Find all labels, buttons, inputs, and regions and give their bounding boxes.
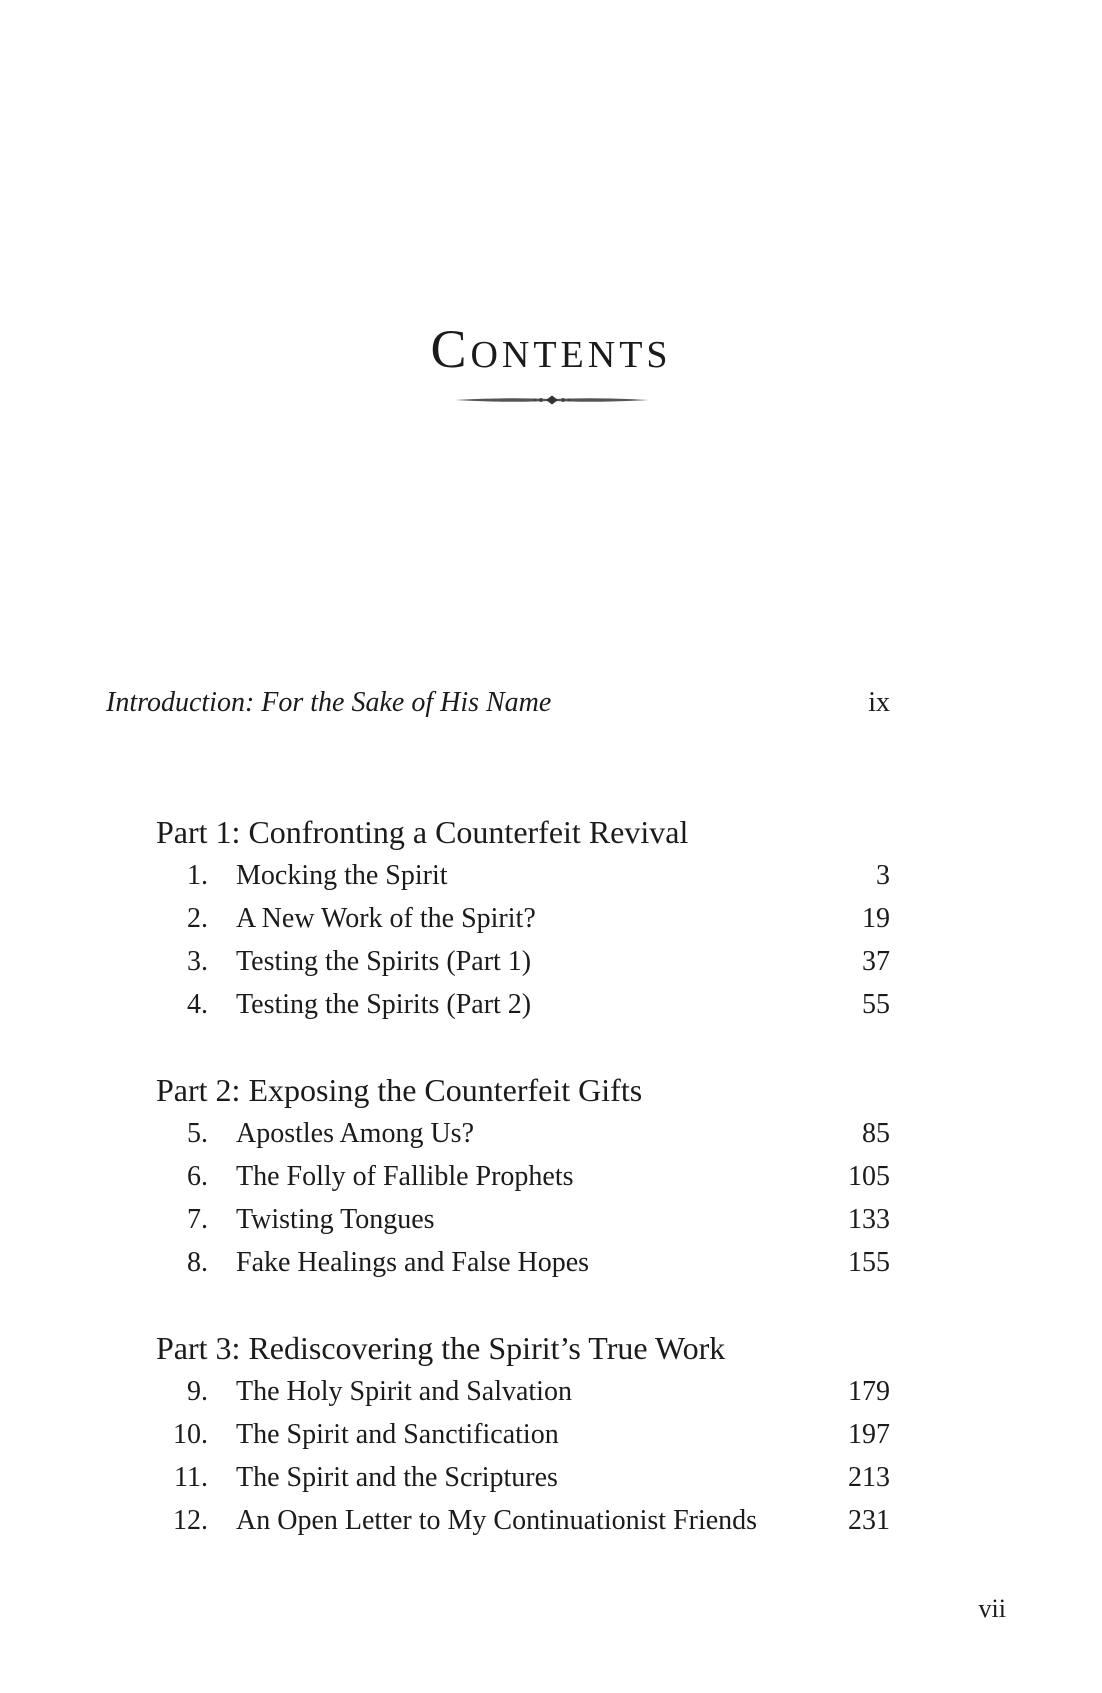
chapter-number: 12. [173, 1505, 208, 1536]
chapter-number: 9. [187, 1376, 208, 1407]
chapter-number: 3. [187, 946, 208, 977]
chapter-title: Apostles Among Us? [236, 1118, 474, 1149]
toc-part-3 [156, 1326, 890, 1542]
chapter-page: 105 [848, 1161, 890, 1192]
chapter-title: The Holy Spirit and Salvation [236, 1376, 572, 1407]
part-title: Part 3: Rediscovering the Spirit’s True Work [156, 1330, 726, 1366]
page-title: Contents [430, 319, 672, 379]
chapter-title: Mocking the Spirit [236, 860, 448, 891]
chapter-page: 197 [848, 1419, 890, 1450]
chapter-number: 1. [187, 860, 208, 891]
toc-chapter[interactable] [156, 983, 890, 1026]
introduction-label: Introduction: For the Sake of His Name [106, 687, 552, 718]
introduction-page: ix [868, 687, 890, 718]
chapter-page: 179 [848, 1376, 890, 1407]
toc-chapter[interactable] [156, 1241, 890, 1284]
toc-part-2 [156, 1068, 890, 1284]
toc-chapter[interactable] [156, 1155, 890, 1198]
part-title: Part 2: Exposing the Counterfeit Gifts [156, 1072, 643, 1108]
chapter-page: 155 [848, 1247, 890, 1278]
chapter-title: Testing the Spirits (Part 1) [236, 946, 532, 977]
toc-chapter[interactable] [156, 940, 890, 983]
chapter-number: 11. [174, 1462, 208, 1493]
chapter-title: An Open Letter to My Continuationist Friends [236, 1505, 758, 1536]
chapter-page: 37 [862, 946, 890, 977]
toc-chapter[interactable] [156, 854, 890, 897]
toc-chapter[interactable] [156, 1413, 890, 1456]
chapter-number: 7. [187, 1204, 208, 1235]
chapter-number: 10. [173, 1419, 208, 1450]
toc-part-1 [156, 810, 890, 1026]
chapter-title: The Spirit and the Scriptures [236, 1462, 558, 1493]
chapter-number: 4. [187, 989, 208, 1020]
chapter-page: 3 [876, 860, 890, 891]
part-title: Part 1: Confronting a Counterfeit Revival [156, 814, 689, 850]
chapter-number: 2. [187, 903, 208, 934]
chapter-page: 231 [848, 1505, 890, 1536]
chapter-number: 8. [187, 1247, 208, 1278]
chapter-title: The Spirit and Sanctification [236, 1419, 559, 1450]
chapter-number: 5. [187, 1118, 208, 1149]
chapter-page: 133 [848, 1204, 890, 1235]
chapter-page: 55 [862, 989, 890, 1020]
ornament-divider-icon [453, 392, 651, 408]
page-number: vii [978, 1594, 1006, 1623]
chapter-title: The Folly of Fallible Prophets [236, 1161, 574, 1192]
toc-chapter[interactable] [156, 1198, 890, 1241]
chapter-title: A New Work of the Spirit? [236, 903, 536, 934]
toc-chapter[interactable] [156, 1112, 890, 1155]
toc-chapter[interactable] [156, 897, 890, 940]
chapter-number: 6. [187, 1161, 208, 1192]
chapter-page: 19 [862, 903, 890, 934]
toc-introduction[interactable] [106, 683, 890, 723]
toc-chapter[interactable] [156, 1456, 890, 1499]
toc-chapter[interactable] [156, 1499, 890, 1542]
chapter-title: Fake Healings and False Hopes [236, 1247, 590, 1278]
chapter-page: 85 [862, 1118, 890, 1149]
chapter-title: Testing the Spirits (Part 2) [236, 989, 532, 1020]
chapter-page: 213 [848, 1462, 890, 1493]
chapter-title: Twisting Tongues [236, 1204, 435, 1235]
toc-chapter[interactable] [156, 1370, 890, 1413]
